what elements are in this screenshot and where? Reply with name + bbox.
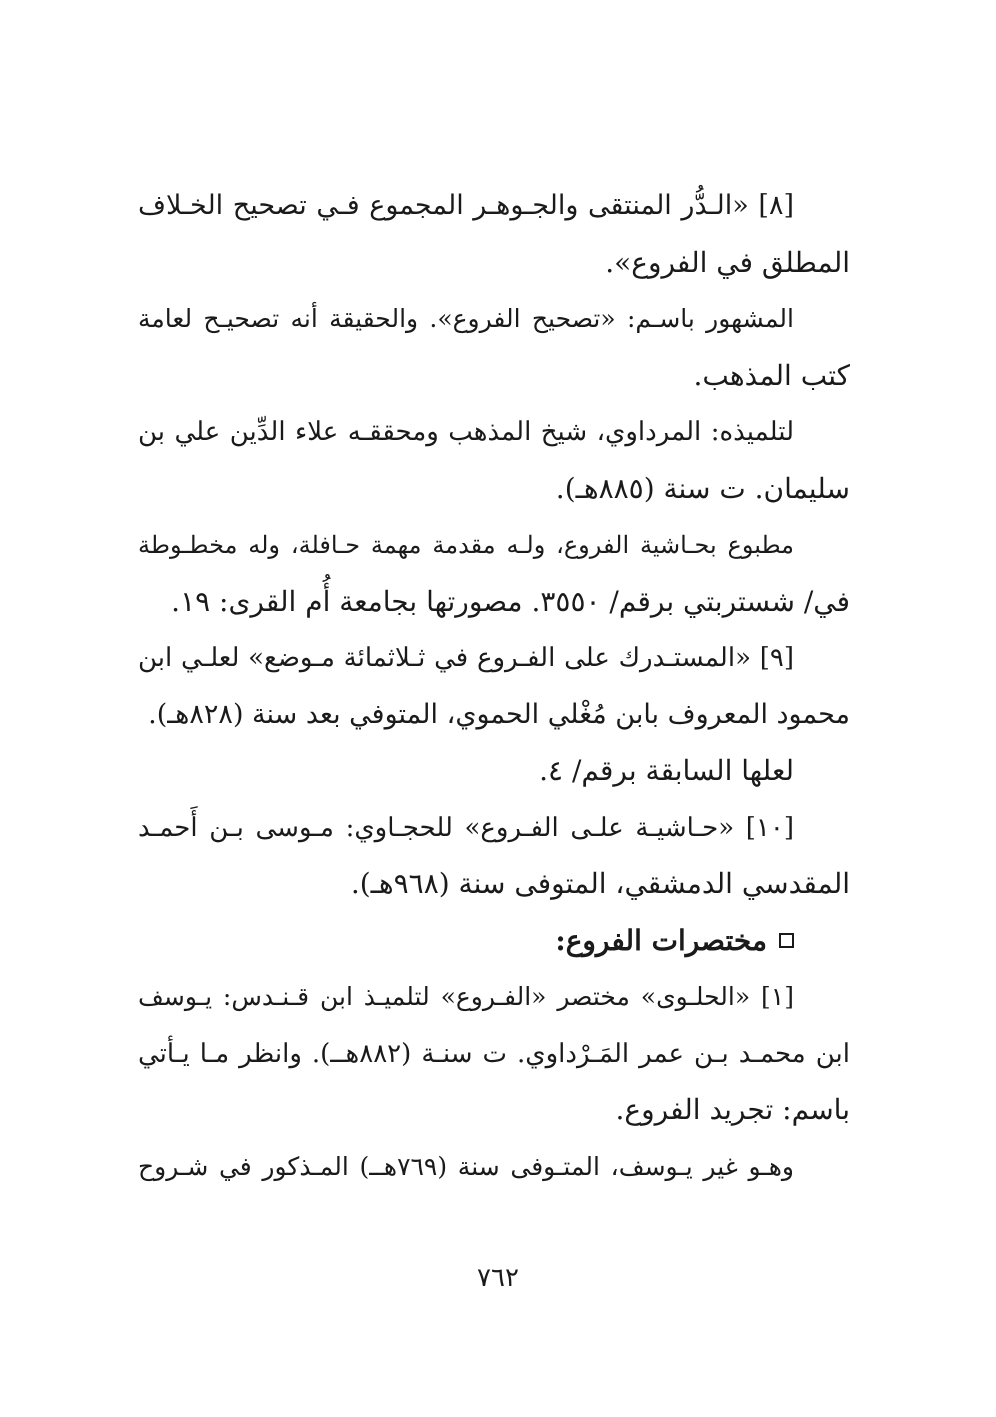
- text-line: المطلق في الفروع».: [605, 245, 850, 279]
- text-line: المقدسي الدمشقي، المتوفى سنة (٩٦٨هـ).: [350, 867, 850, 900]
- paragraph: [138, 291, 850, 404]
- section-heading-label: مختصرات الفروع:: [555, 923, 767, 957]
- text-line: [١] «الحلـوى» مختصر «الفـروع» لتلميـذ ابن قـنـدس: يـوسف: [138, 982, 794, 1011]
- paragraph-abridgement-1: [138, 969, 850, 1139]
- text-line: في/ شستربتي برقم/ ٣٥٥٠. مصورتها بجامعة أُم القرى: ١٩.: [171, 584, 850, 618]
- text-line: ابن محمـد بـن عمر المَـرْداوي. ت سنـة (٨٨٢هــ). وانظر مـا يـأتي: [138, 1038, 850, 1069]
- text-line: وهـو غير يـوسف، المتـوفى سنة (٧٦٩هــ) المـذكور في شـروح: [138, 1151, 795, 1181]
- text-line: سليمان. ت سنة (٨٨٥هـ).: [555, 471, 850, 505]
- paragraph-entry-10: [138, 800, 850, 913]
- paragraph-entry-9: [138, 630, 850, 743]
- text-line: محمود المعروف بابن مُغْلي الحموي، المتوفي بعد سنة (٨٢٨هـ).: [148, 698, 850, 730]
- paragraph: [138, 517, 850, 630]
- paragraph: [138, 404, 850, 517]
- text-line: لعلها السابقة برقم/ ٤.: [539, 754, 794, 787]
- text-line: لتلميذه: المرداوي، شيخ المذهب ومحققـه علاء الدِّين علي بن: [138, 417, 794, 447]
- section-heading: [138, 913, 850, 970]
- text-line: [٨] «الـدُّر المنتقى والجـوهـر المجموع فـي تصحيح الخـلاف: [138, 190, 794, 221]
- text-line: [٩] «المستـدرك على الفـروع في ثـلاثمائة مـوضع» لعلـي ابن: [138, 643, 794, 673]
- body-text: [138, 178, 850, 1195]
- paragraph: [138, 743, 850, 800]
- square-bullet-icon: [779, 933, 794, 948]
- paragraph: [138, 1139, 850, 1196]
- text-line: باسم: تجريد الفروع.: [615, 1093, 850, 1126]
- page-number: ٧٦٢: [477, 1263, 519, 1293]
- text-line: المشهور باسـم: «تصحيح الفروع». والحقيقة أنه تصحيـح لعامة: [138, 304, 794, 333]
- text-line: مطبوع بحـاشية الفروع، ولـه مقدمة مهمة حـافلة، وله مخطـوطة: [138, 531, 794, 559]
- paragraph-entry-8: [138, 178, 850, 291]
- text-line: [١٠] «حـاشيـة علـى الفـروع» للحجـاوي: مـوسى بـن أَحمـد: [138, 812, 794, 843]
- text-line: كتب المذهب.: [693, 358, 850, 392]
